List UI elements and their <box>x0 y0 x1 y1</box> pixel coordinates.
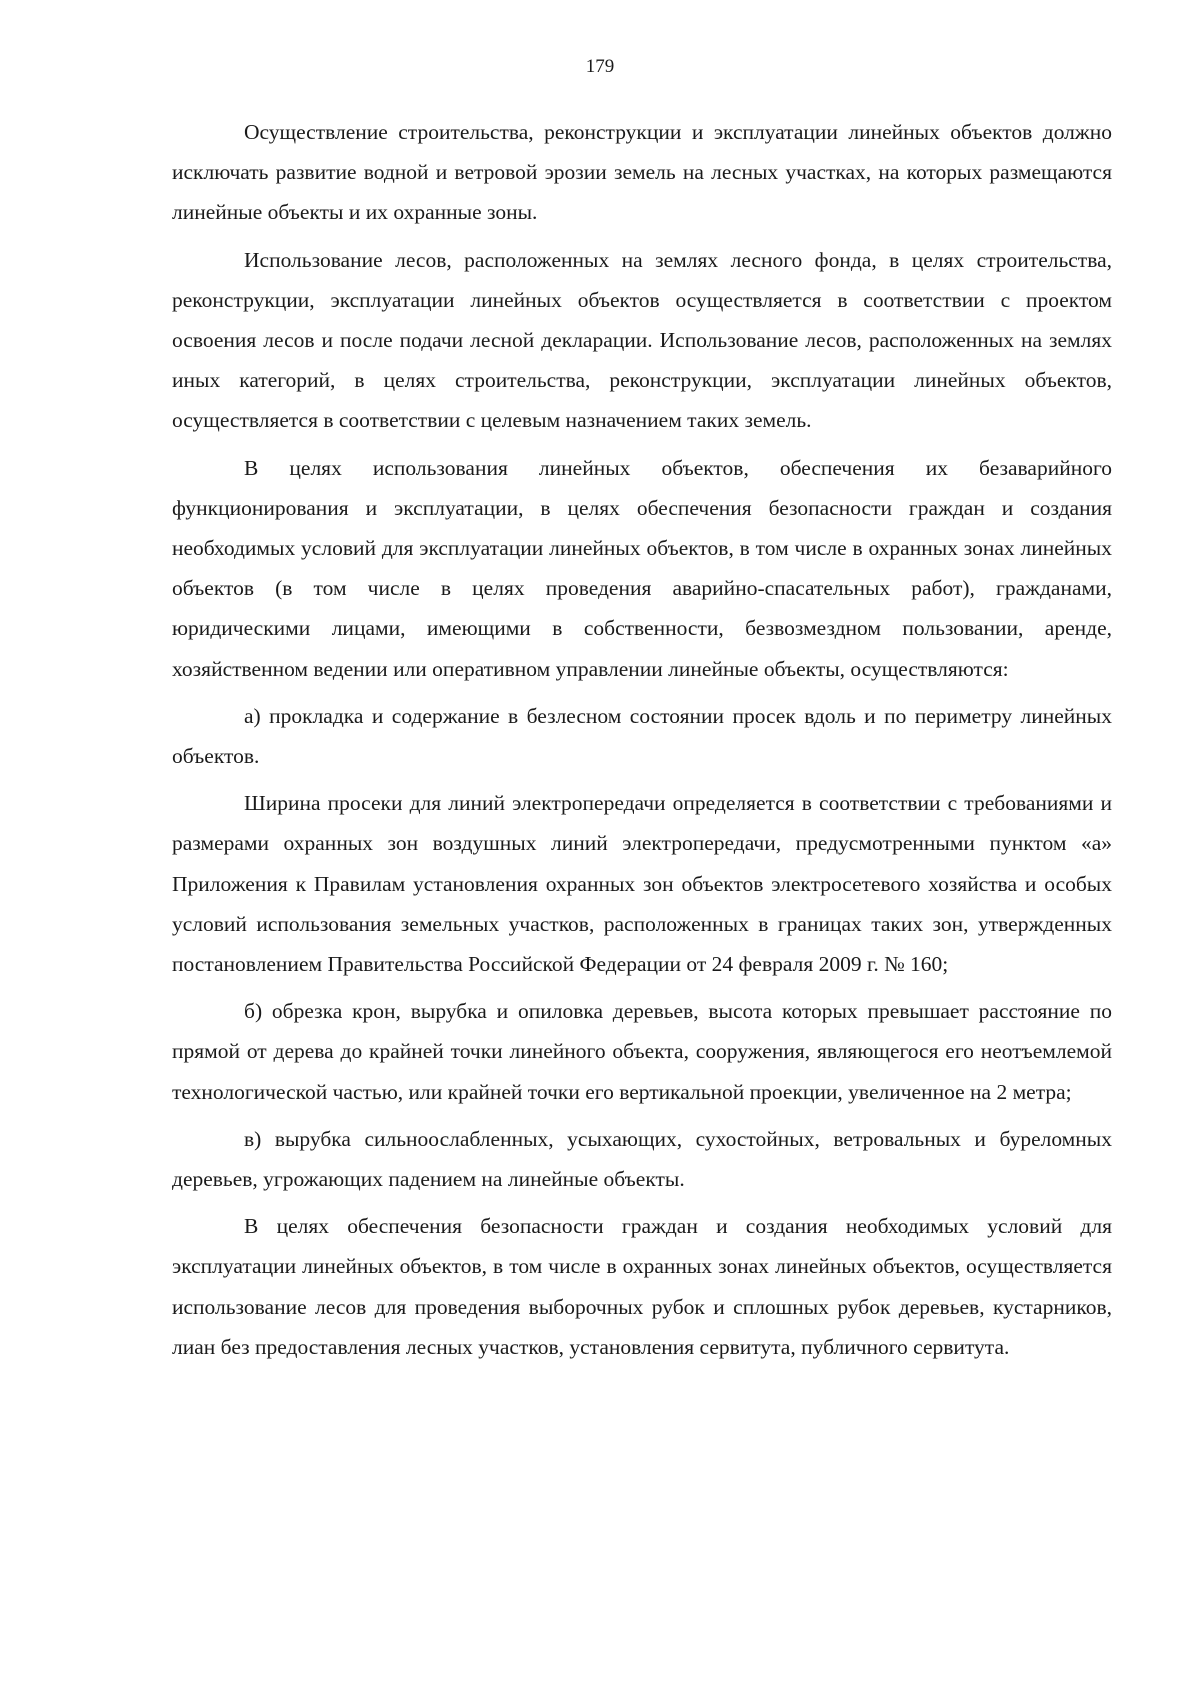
list-item-b: б) обрезка крон, вырубка и опиловка деревьев, высота которых превышает расстояние по прямой от дерева до крайней точки линейного объекта, сооружения, являющегося его неотъемлемой технологической частью, или крайней точки его вертикальной проекции, увеличенное на 2 метра; <box>172 999 1112 1104</box>
paragraph-forest-use: Использование лесов, расположенных на землях лесного фонда, в целях строительства, реконструкции, эксплуатации линейных объектов осуществляется в соответствии с проектом освоения лесов и после подачи лесной декларации. Использование лесов, расположенных на землях иных категорий, в целях строительства, реконструкции, эксплуатации линейных объектов, осуществляется в соответствии с целевым назначением таких земель. <box>172 247 1112 433</box>
document-body <box>172 112 1112 1374</box>
list-item-v: в) вырубка сильноослабленных, усыхающих, сухостойных, ветровальных и буреломных деревьев, угрожающих падением на линейные объекты. <box>172 1126 1112 1192</box>
page-number: 179 <box>585 56 615 77</box>
list-item-a: а) прокладка и содержание в безлесном состоянии просек вдоль и по периметру линейных объектов. <box>172 703 1112 769</box>
paragraph-clearing-width: Ширина просеки для линий электропередачи определяется в соответствии с требованиями и размерами охранных зон воздушных линий электропередачи, предусмотренными пунктом «а» Приложения к Правилам установления охранных зон объектов электросетевого хозяйства и особых условий использования земельных участков, расположенных в границах таких зон, утвержденных постановлением Правительства Российской Федерации от 24 февраля 2009 г. № 160; <box>172 791 1112 977</box>
paragraph-erosion-requirement: Осуществление строительства, реконструкции и эксплуатации линейных объектов должно исключать развитие водной и ветровой эрозии земель на лесных участках, на которых размещаются линейные объекты и их охранные зоны. <box>172 120 1112 225</box>
paragraph-selective-felling: В целях обеспечения безопасности граждан и создания необходимых условий для эксплуатации линейных объектов, в том числе в охранных зонах линейных объектов, осуществляется использование лесов для проведения выборочных рубок и сплошных рубок деревьев, кустарников, лиан без предоставления лесных участков, установления сервитута, публичного сервитута. <box>172 1214 1112 1359</box>
paragraph-safety-measures: В целях использования линейных объектов, обеспечения их безаварийного функционирования и эксплуатации, в целях обеспечения безопасности граждан и создания необходимых условий для эксплуатации линейных объектов, в том числе в охранных зонах линейных объектов (в том числе в целях проведения аварийно-спасательных работ), гражданами, юридическими лицами, имеющими в собственности, безвозмездном пользовании, аренде, хозяйственном ведении или оперативном управлении линейные объекты, осуществляются: <box>172 455 1112 681</box>
